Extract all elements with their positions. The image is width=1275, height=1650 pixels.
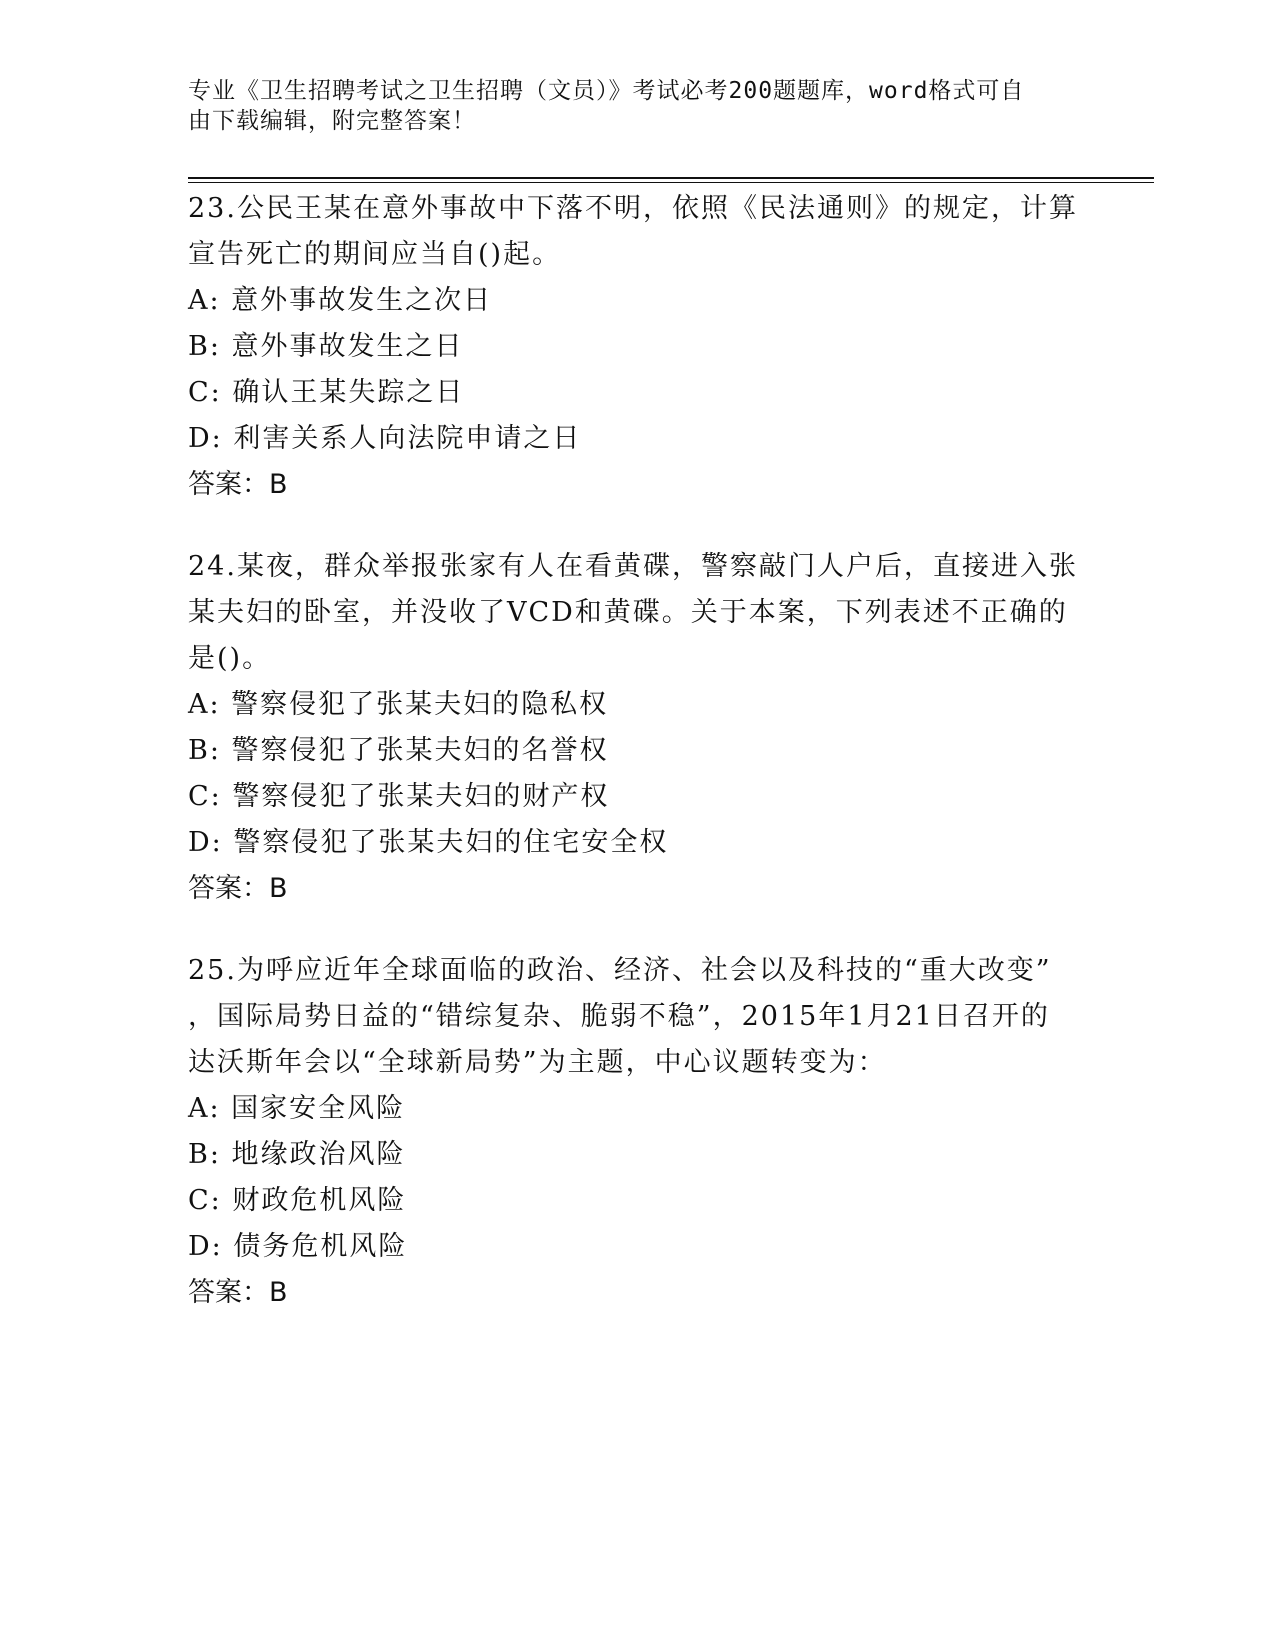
question-stem-line: 25.为呼应近年全球面临的政治、经济、社会以及科技的“重大改变” (188, 955, 1052, 986)
question-stem-line: 达沃斯年会以“全球新局势”为主题，中心议题转变为： (188, 1047, 887, 1078)
answer: 答案：B (188, 1277, 288, 1308)
option-b: B: 意外事故发生之日 (188, 331, 464, 362)
option-d: D: 警察侵犯了张某夫妇的住宅安全权 (188, 827, 669, 858)
question-stem-line: 某夫妇的卧室，并没收了VCD和黄碟。关于本案，下列表述不正确的 (188, 597, 1068, 628)
question-stem-line: 23.公民王某在意外事故中下落不明，依照《民法通则》的规定，计算 (188, 193, 1078, 224)
option-b: B: 地缘政治风险 (188, 1139, 406, 1170)
option-a: A: 国家安全风险 (188, 1093, 406, 1124)
document-header (188, 76, 1088, 136)
answer: 答案：B (188, 873, 288, 904)
option-a: A: 警察侵犯了张某夫妇的隐私权 (188, 689, 609, 720)
option-a: A: 意外事故发生之次日 (188, 285, 493, 316)
question-stem-line: ，国际局势日益的“错综复杂、脆弱不稳”，2015年1月21日召开的 (188, 1001, 1050, 1032)
option-b: B: 警察侵犯了张某夫妇的名誉权 (188, 735, 609, 766)
option-c: C: 警察侵犯了张某夫妇的财产权 (188, 781, 610, 812)
question-25 (188, 948, 1088, 1316)
header-line: 由下载编辑，附完整答案！ (188, 108, 476, 134)
question-stem-line: 宣告死亡的期间应当自()起。 (188, 239, 562, 270)
option-d: D: 利害关系人向法院申请之日 (188, 423, 582, 454)
option-c: C: 确认王某失踪之日 (188, 377, 465, 408)
answer: 答案：B (188, 469, 288, 500)
question-24 (188, 544, 1088, 912)
question-stem-line: 是()。 (188, 643, 272, 674)
question-stem-line: 24.某夜，群众举报张家有人在看黄碟，警察敲门人户后，直接进入张 (188, 551, 1078, 582)
question-23 (188, 186, 1088, 508)
header-divider-thick (188, 177, 1154, 179)
option-c: C: 财政危机风险 (188, 1185, 407, 1216)
header-divider-thin (188, 182, 1154, 183)
option-d: D: 债务危机风险 (188, 1231, 408, 1262)
header-line: 专业《卫生招聘考试之卫生招聘（文员）》考试必考200题题库，word格式可自 (188, 78, 1025, 104)
